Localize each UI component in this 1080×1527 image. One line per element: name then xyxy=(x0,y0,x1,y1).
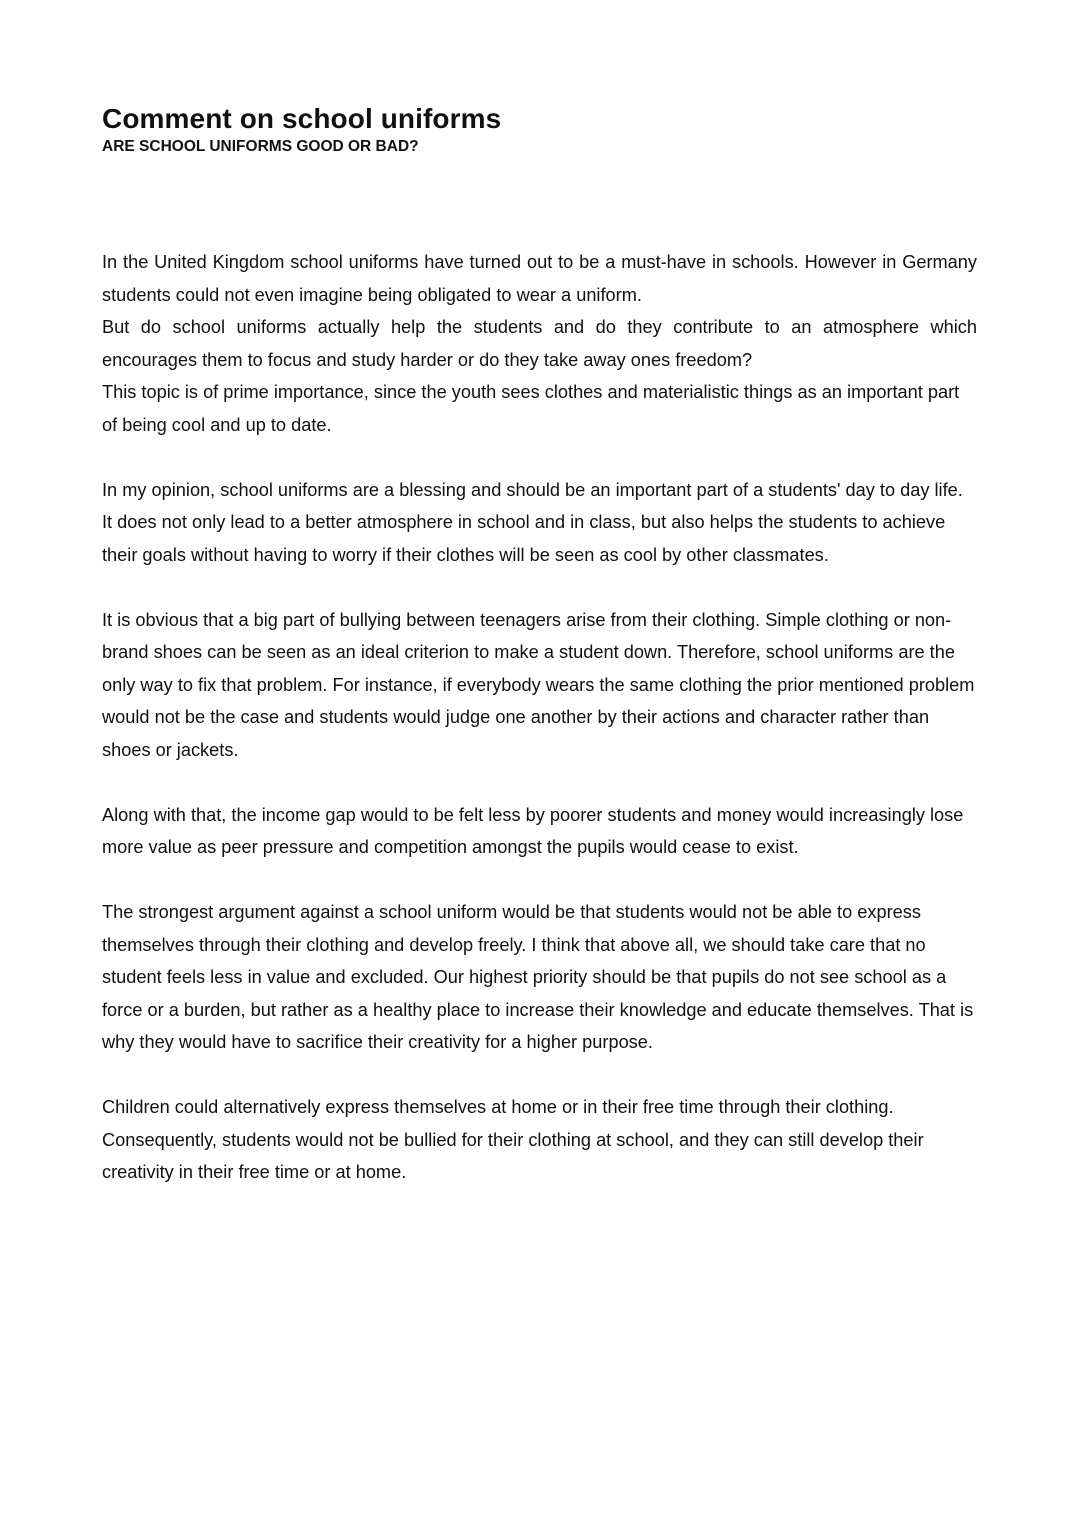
document-content xyxy=(102,101,977,1221)
paragraph-introduction xyxy=(102,246,977,441)
paragraph-sentence: The strongest argument against a school uniform would be that students would not be able to express themselves through their clothing and develop freely. I think that above all, we should take care that no student feels less in value and excluded. Our highest priority should be that pupils do not see school as a force or a burden, but rather as a healthy place to increase their knowledge and educate themselves. That is why they would have to sacrifice their creativity for a higher purpose. xyxy=(102,902,974,1052)
paragraph-sentence: But do school uniforms actually help the students and do they contribute to an atmosphere which encourages them to focus and study harder or do they take away ones freedom? xyxy=(102,317,977,370)
document-title: Comment on school uniforms xyxy=(102,103,502,134)
paragraph-sentence: Children could alternatively express themselves at home or in their free time through their clothing. Consequently, students would not be bullied for their clothing at school, and they can still develop their creativity in their free time or at home. xyxy=(102,1097,924,1182)
paragraph-sentence: This topic is of prime importance, since the youth sees clothes and materialistic things as an important part of being cool and up to date. xyxy=(102,382,960,435)
paragraph-sentence: In my opinion, school uniforms are a blessing and should be an important part of a students' day to day life. It does not only lead to a better atmosphere in school and in class, but also helps the students to achieve their goals without having to worry if their clothes will be seen as cool by other classmates. xyxy=(102,479,963,565)
paragraph-counterargument xyxy=(102,896,977,1059)
paragraph-sentence: It is obvious that a big part of bullying between teenagers arise from their clothing. Simple clothing or non-brand shoes can be seen as an ideal criterion to make a student down. Therefore, school uniforms are the only way to fix that problem. For instance, if everybody wears the same clothing the prior mentioned problem would not be the case and students would judge one another by their actions and character rather than shoes or jackets. xyxy=(102,609,975,760)
paragraph-opinion xyxy=(102,474,977,572)
document-body xyxy=(102,246,977,1189)
document-subtitle: ARE SCHOOL UNIFORMS GOOD OR BAD? xyxy=(102,138,419,155)
paragraph-conclusion xyxy=(102,1091,977,1189)
paragraph-income-gap xyxy=(102,799,977,864)
paragraph-sentence: In the United Kingdom school uniforms have turned out to be a must-have in schools. However in Germany students could not even imagine being obligated to wear a uniform. xyxy=(102,252,977,305)
paragraph-bullying xyxy=(102,604,977,767)
paragraph-sentence: Along with that, the income gap would to be felt less by poorer students and money would increasingly lose more value as peer pressure and competition amongst the pupils would cease to exist. xyxy=(102,804,964,857)
